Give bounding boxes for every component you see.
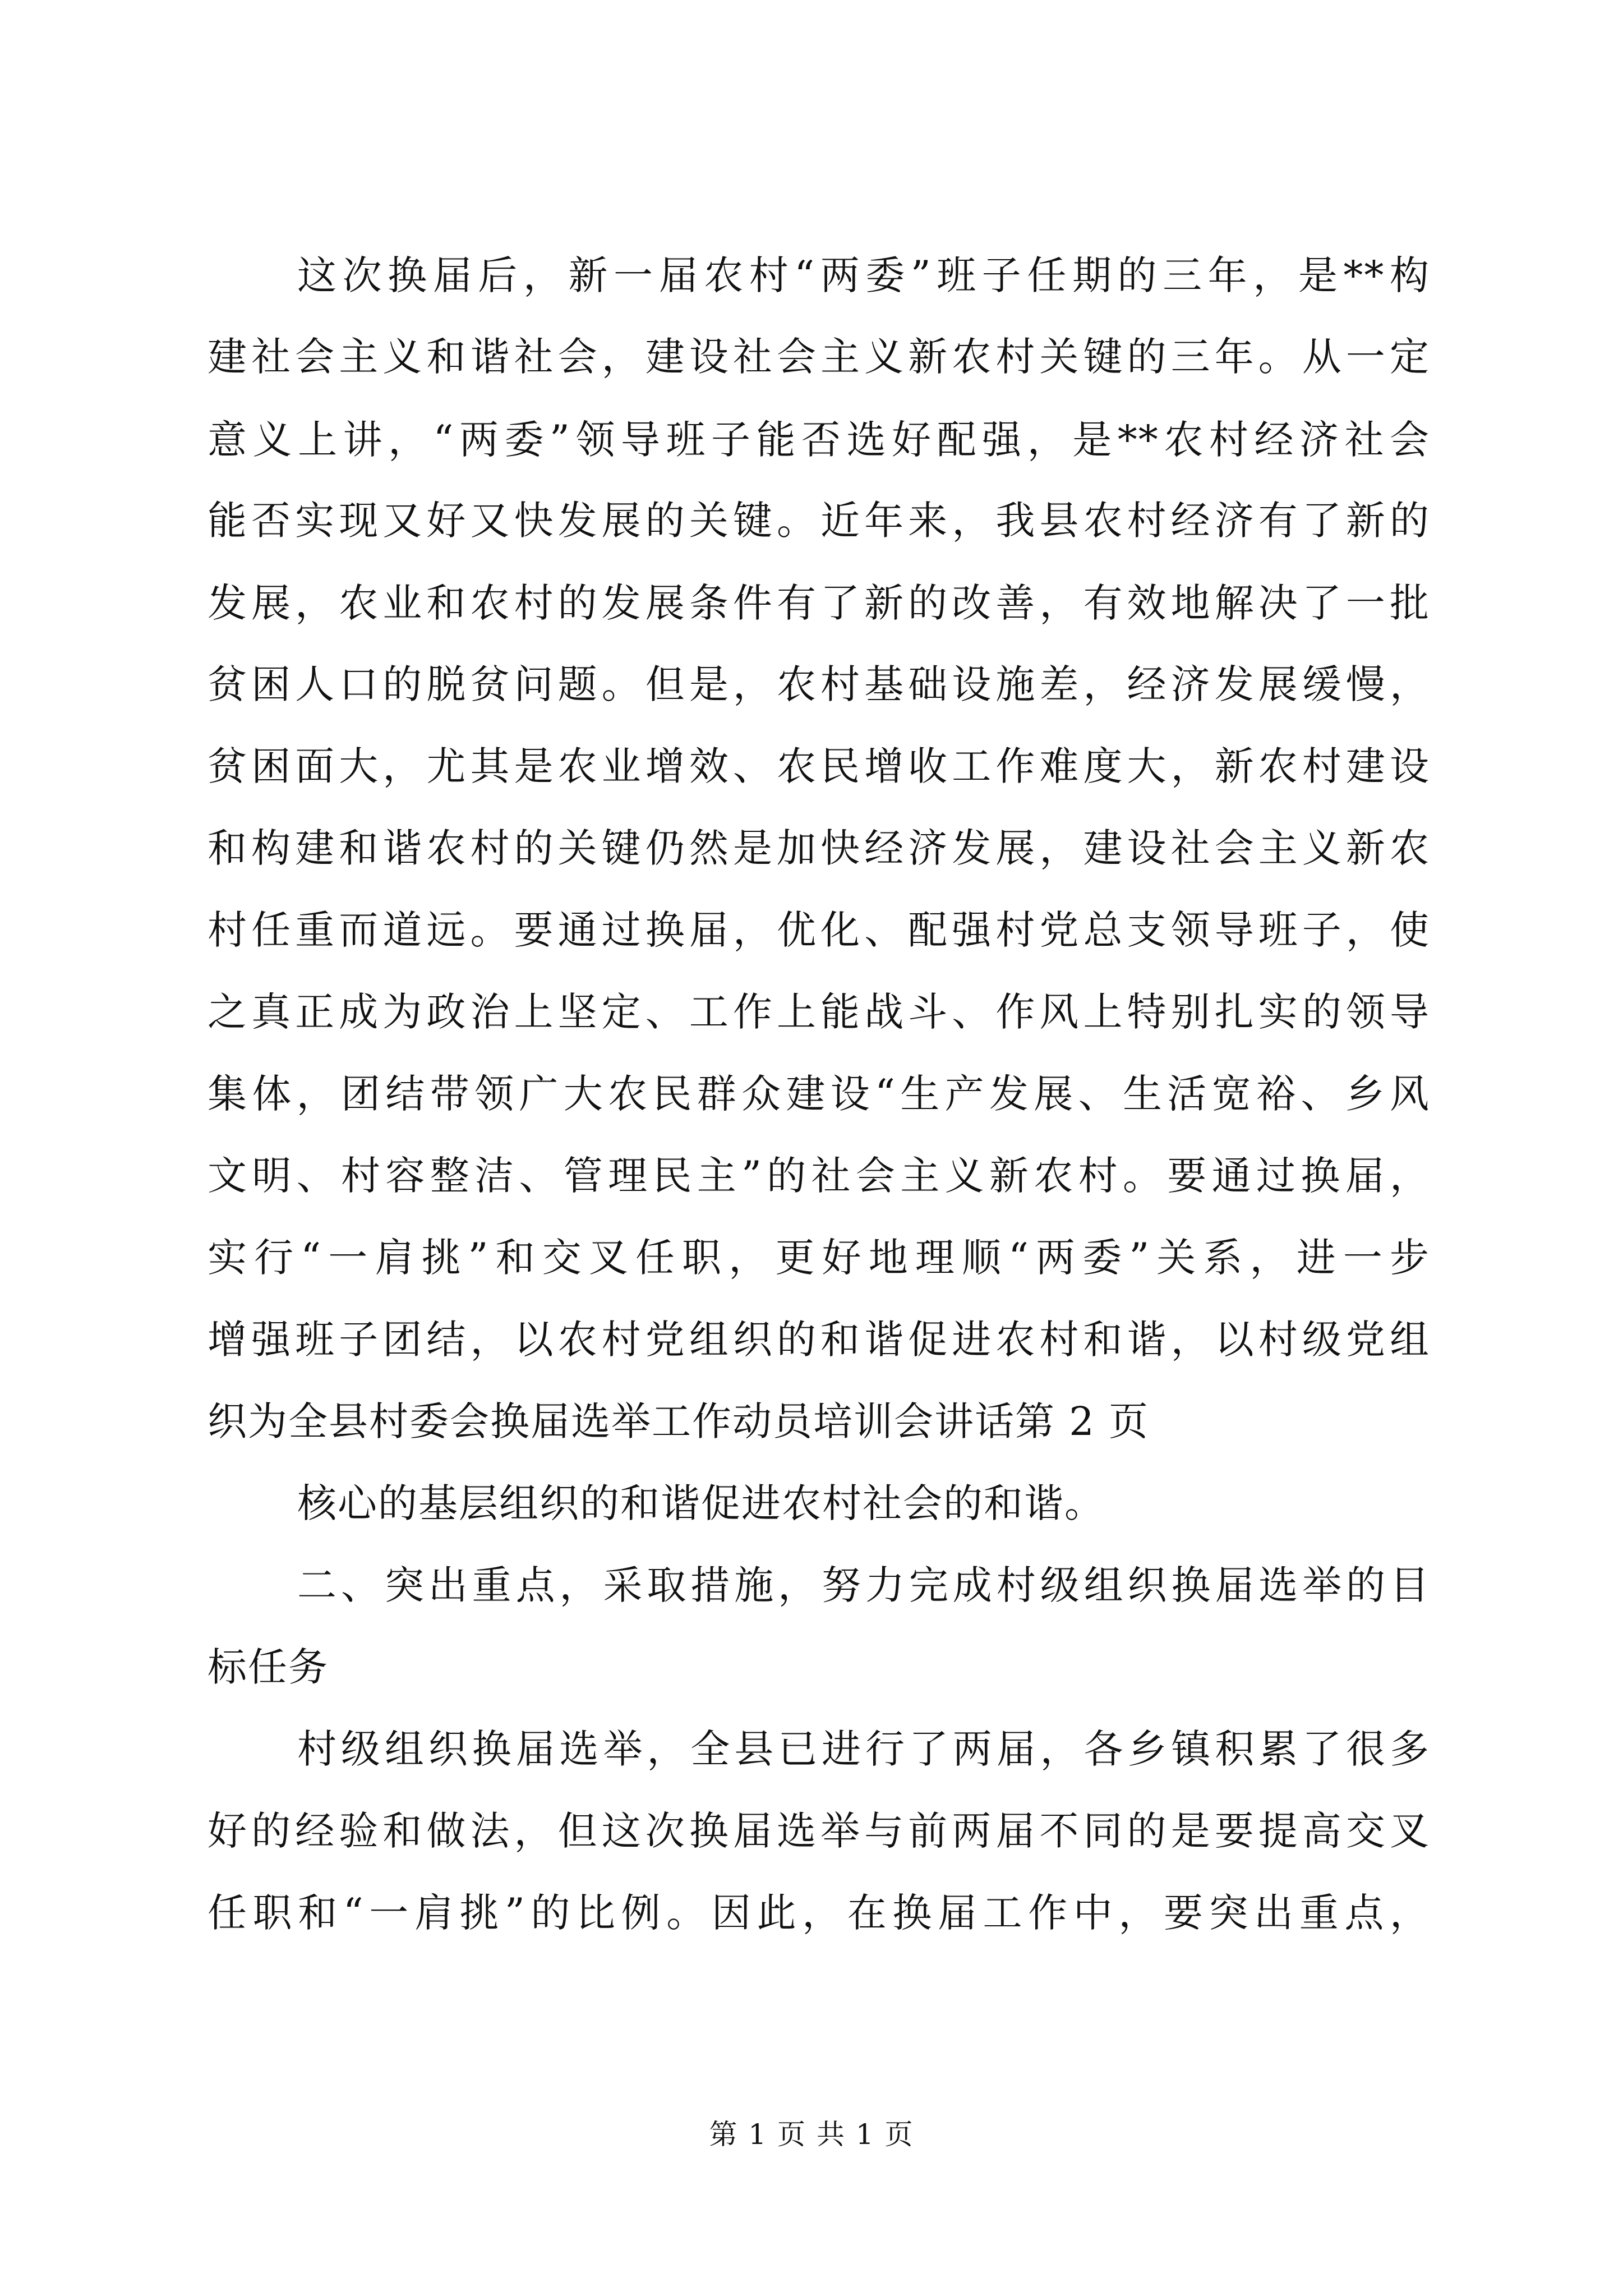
paragraph-2-line-1: 核心的基层组织的和谐促进农村社会的和谐。 bbox=[297, 1480, 1105, 1526]
paragraph-1-line-6: 贫困人口的脱贫问题。但是，农村基础设施差，经济发展缓慢， bbox=[208, 661, 1430, 707]
paragraph-1-line-3: 意义上讲，“两委”领导班子能否选好配强，是**农村经济社会 bbox=[208, 417, 1430, 463]
paragraph-3-line-2: 好的经验和做法，但这次换届选举与前两届不同的是要提高交叉 bbox=[208, 1808, 1430, 1854]
paragraph-3-line-3: 任职和“一肩挑”的比例。因此，在换届工作中，要突出重点， bbox=[208, 1890, 1430, 1936]
paragraph-1-line-12: 文明、村容整洁、管理民主”的社会主义新农村。要通过换届， bbox=[208, 1153, 1430, 1199]
paragraph-1-line-15: 织为全县村委会换届选举工作动员培训会讲话第 2 页 bbox=[208, 1398, 1150, 1444]
paragraph-1-line-7: 贫困面大，尤其是农业增效、农民增收工作难度大，新农村建设 bbox=[208, 743, 1430, 789]
paragraph-1-line-2: 建社会主义和谐社会，建设社会主义新农村关键的三年。从一定 bbox=[208, 334, 1430, 380]
page-footer: 第 1 页 共 1 页 bbox=[709, 2118, 914, 2151]
section-heading-line-2: 标任务 bbox=[208, 1644, 329, 1690]
paragraph-1-line-13: 实行“一肩挑”和交叉任职，更好地理顺“两委”关系，进一步 bbox=[208, 1235, 1430, 1281]
paragraph-1-line-10: 之真正成为政治上坚定、工作上能战斗、作风上特别扎实的领导 bbox=[208, 989, 1430, 1035]
paragraph-1-line-14: 增强班子团结，以农村党组织的和谐促进农村和谐，以村级党组 bbox=[208, 1317, 1430, 1363]
paragraph-1-line-11: 集体，团结带领广大农民群众建设“生产发展、生活宽裕、乡风 bbox=[208, 1071, 1430, 1117]
section-heading-line-1: 二、突出重点，采取措施，努力完成村级组织换届选举的目 bbox=[297, 1562, 1430, 1608]
paragraph-1-line-9: 村任重而道远。要通过换届，优化、配强村党总支领导班子，使 bbox=[208, 907, 1430, 953]
paragraph-1-line-8: 和构建和谐农村的关键仍然是加快经济发展，建设社会主义新农 bbox=[208, 825, 1430, 871]
paragraph-1-line-5: 发展，农业和农村的发展条件有了新的改善，有效地解决了一批 bbox=[208, 580, 1430, 626]
paragraph-1-line-4: 能否实现又好又快发展的关键。近年来，我县农村经济有了新的 bbox=[208, 498, 1430, 544]
paragraph-1-line-1: 这次换届后，新一届农村“两委”班子任期的三年，是**构 bbox=[297, 252, 1430, 298]
paragraph-3-line-1: 村级组织换届选举，全县已进行了两届，各乡镇积累了很多 bbox=[297, 1726, 1430, 1772]
